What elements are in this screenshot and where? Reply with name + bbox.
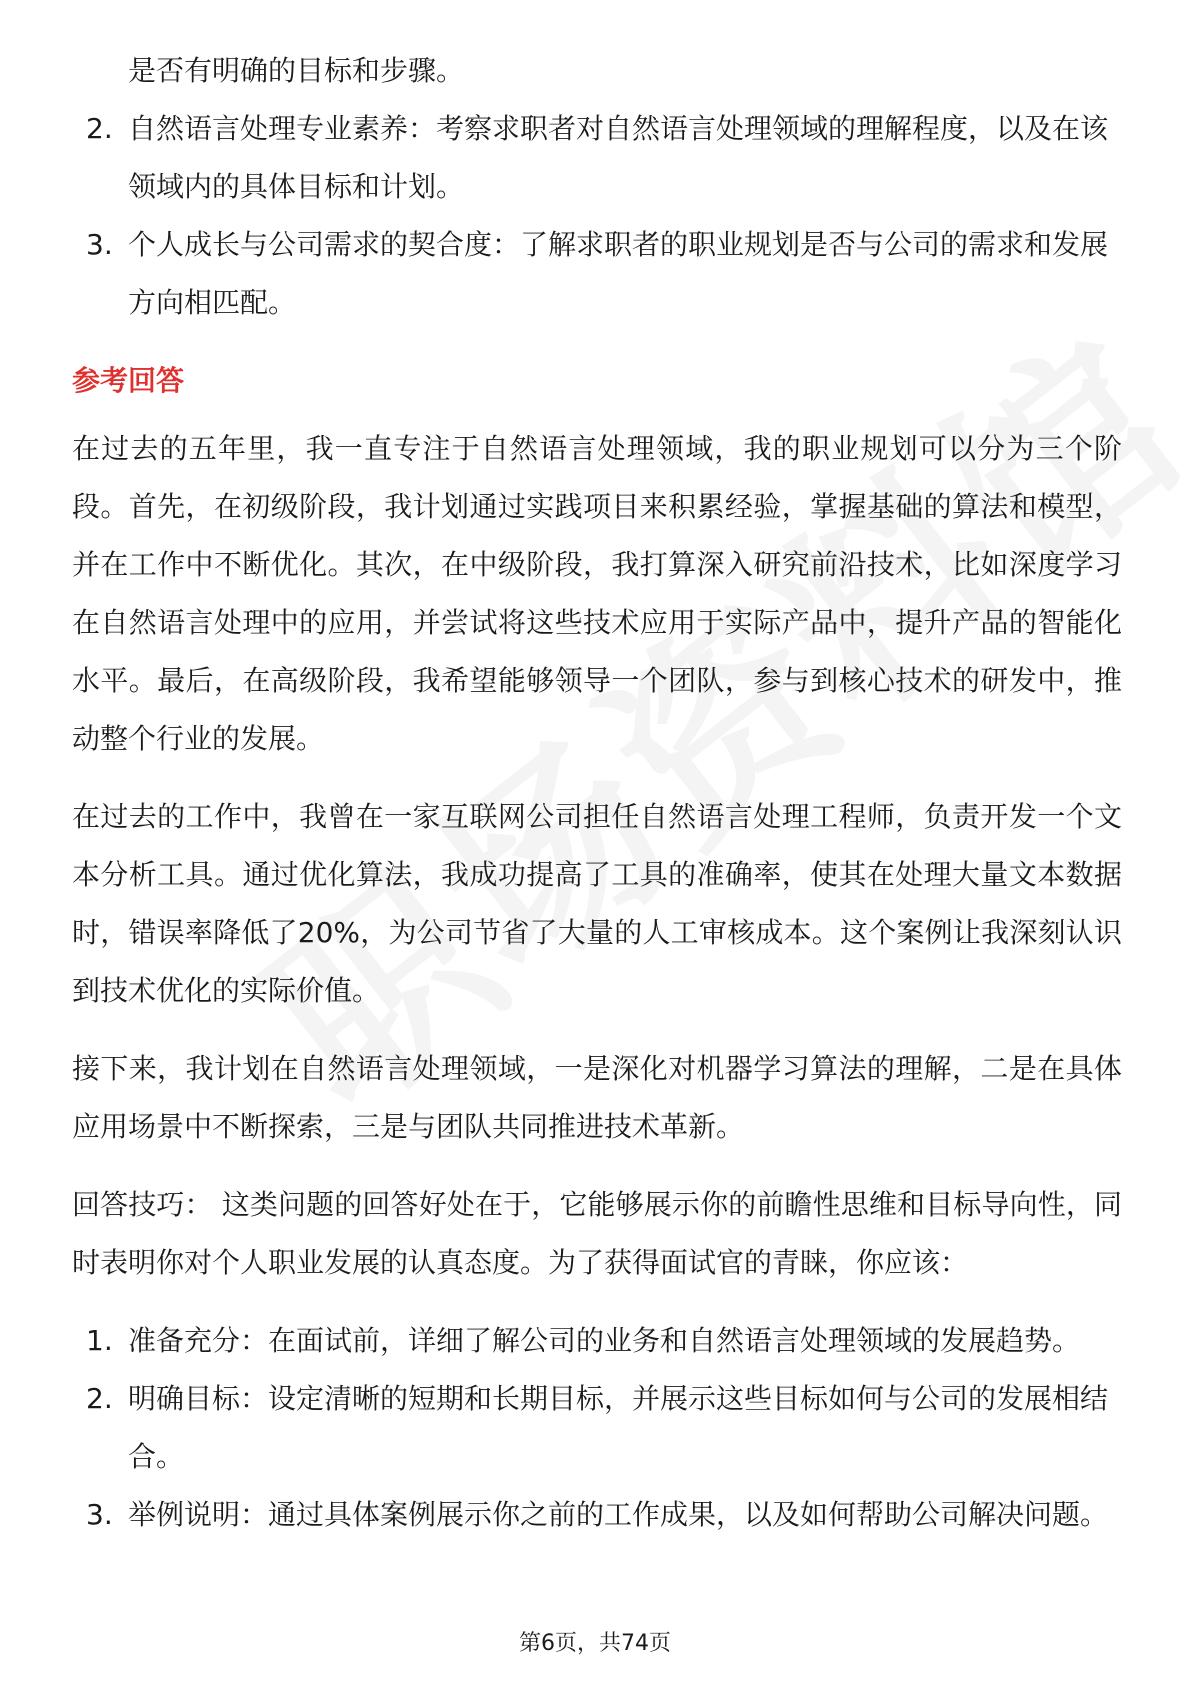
tips-list [72,1312,1122,1544]
paragraph: 在过去的五年里，我一直专注于自然语言处理领域，我的职业规划可以分为三个阶段。首先，在初级阶段，我计划通过实践项目来积累经验，掌握基础的算法和模型，并在工作中不断优化。其次，在中级阶段，我打算深入研究前沿技术，比如深度学习在自然语言处理中的应用，并尝试将这些技术应用于实际产品中，提升产品的智能化水平。最后，在高级阶段，我希望能够领导一个团队，参与到核心技术的研发中，推动整个行业的发展。 [72,432,1122,755]
page-footer: 第6页，共74页 [519,1631,671,1656]
list-number: 2. [86,112,113,145]
paragraph: 在过去的工作中，我曾在一家互联网公司担任自然语言处理工程师，负责开发一个文本分析工具。通过优化算法，我成功提高了工具的准确率，使其在处理大量文本数据时，错误率降低了20%，为公司节省了大量的人工审核成本。这个案例让我深刻认识到技术优化的实际价值。 [72,800,1122,1007]
list-item-text: 个人成长与公司需求的契合度：了解求职者的职业规划是否与公司的需求和发展方向相匹配。 [128,228,1109,319]
list-item-text: 准备充分：在面试前，详细了解公司的业务和自然语言处理领域的发展趋势。 [128,1324,1081,1357]
list-item [72,1312,1122,1370]
list-number: 3. [86,228,113,261]
list-item [72,216,1122,332]
list-number: 1. [86,1324,113,1357]
list-item [72,1370,1122,1486]
paragraph: 回答技巧： 这类问题的回答好处在于，它能够展示你的前瞻性思维和目标导向性，同时表明你对个人职业发展的认真态度。为了获得面试官的青睐，你应该： [72,1188,1122,1279]
list-item-text: 自然语言处理专业素养：考察求职者对自然语言处理领域的理解程度，以及在该领域内的具体目标和计划。 [128,112,1109,203]
section-heading: 参考回答 [72,364,185,397]
list-number: 3. [86,1498,113,1531]
list-item [72,100,1122,216]
document-body [72,42,1122,1544]
list-item-text: 举例说明：通过具体案例展示你之前的工作成果，以及如何帮助公司解决问题。 [128,1498,1109,1531]
criteria-list [72,100,1122,332]
paragraph: 接下来，我计划在自然语言处理领域，一是深化对机器学习算法的理解，二是在具体应用场景中不断探索，三是与团队共同推进技术革新。 [72,1052,1122,1143]
list-item-text: 明确目标：设定清晰的短期和长期目标，并展示这些目标如何与公司的发展相结合。 [128,1382,1109,1473]
list-item-continuation: 是否有明确的目标和步骤。 [128,54,465,87]
list-number: 2. [86,1382,113,1415]
list-item [72,1486,1122,1544]
